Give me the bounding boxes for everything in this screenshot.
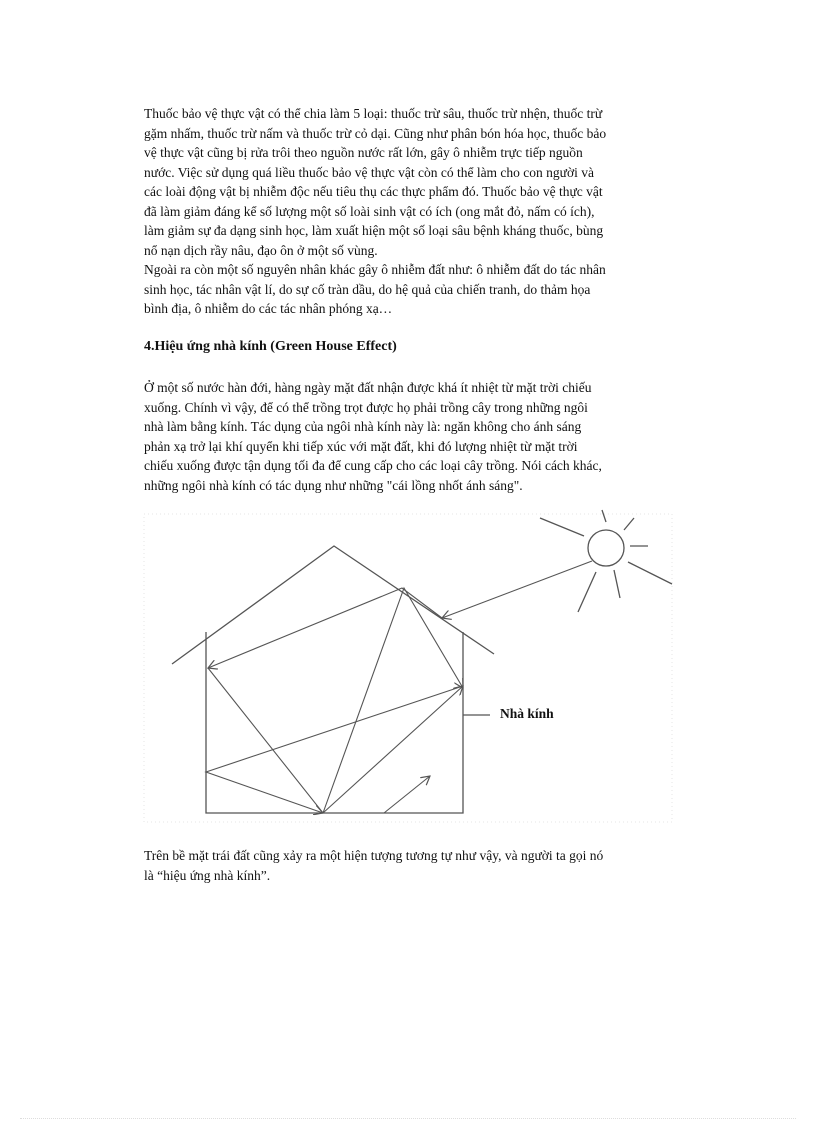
text-line: nổ nạn dịch rầy nâu, đạo ôn ở một số vùng. — [144, 242, 378, 258]
text-line: sinh học, tác nhân vật lí, do sự cố tràn dầu, do hệ quả của chiến tranh, do thảm họa — [144, 281, 591, 297]
greenhouse-house — [172, 546, 494, 813]
paragraph-greenhouse — [144, 378, 692, 495]
text-line: Thuốc bảo vệ thực vật có thể chia làm 5 loại: thuốc trừ sâu, thuốc trừ nhện, thuốc trừ — [144, 106, 603, 121]
arrow-icon — [208, 668, 463, 813]
arrow-icon — [208, 588, 442, 668]
text-line: làm giảm sự đa dạng sinh học, làm xuất hiện một số loại sâu bệnh kháng thuốc, bùng — [144, 223, 604, 238]
arrow-icon — [384, 776, 430, 813]
greenhouse-diagram — [140, 508, 680, 828]
sun-icon — [540, 510, 672, 612]
text-line: Ngoài ra còn một số nguyên nhân khác gây ô nhiễm đất như: ô nhiễm đất do tác nhân — [144, 262, 606, 277]
text-line: Ở một số nước hàn đới, hàng ngày mặt đất nhận được khá ít nhiệt từ mặt trời chiếu — [144, 380, 592, 395]
text-line: chiếu xuống được tận dụng tối đa để cung cấp cho các loại cây trồng. Nói cách khác, — [144, 458, 602, 473]
arrow-icon — [206, 686, 463, 813]
text-line: đã làm giảm đáng kể số lượng một số loài sinh vật có ích (ong mắt đỏ, nấm có ích), — [144, 203, 595, 219]
text-line: là “hiệu ứng nhà kính”. — [144, 867, 271, 883]
text-line: các loài động vật bị nhiễm độc nếu tiêu thụ các thực phẩm đó. Thuốc bảo vệ thực vật — [144, 184, 603, 199]
paragraph-pesticide — [144, 104, 692, 260]
text-line: nước. Việc sử dụng quá liều thuốc bảo vệ thực vật còn có thể làm cho con người và — [144, 164, 594, 180]
arrow-icon — [442, 561, 592, 618]
text-line: gặm nhấm, thuốc trừ nấm và thuốc trừ cỏ dại. Cũng như phân bón hóa học, thuốc bảo — [144, 125, 607, 141]
house-label: Nhà kính — [500, 706, 554, 721]
paragraph-other-causes — [144, 260, 692, 319]
page-bottom-divider — [20, 1118, 796, 1119]
text-line: nhà làm bằng kính. Tác dụng của ngôi nhà kính này là: ngăn không cho ánh sáng — [144, 419, 582, 434]
paragraph-conclusion — [144, 846, 692, 885]
text-line: xuống. Chính vì vậy, để có thể trồng trọt được họ phải trồng cây trong những ngôi — [144, 399, 588, 415]
text-line: bình địa, ô nhiễm do các tác nhân phóng xạ… — [144, 301, 393, 316]
text-line: những ngôi nhà kính có tác dụng như những "cái lồng nhốt ánh sáng". — [144, 477, 523, 493]
text-line: vệ thực vật cũng bị rửa trôi theo nguồn nước rất lớn, gây ô nhiễm trực tiếp nguồn — [144, 145, 583, 160]
arrow-icon — [323, 588, 463, 813]
text-line: Trên bề mặt trái đất cũng xảy ra một hiện tượng tương tự như vậy, và người ta gọi nó — [144, 848, 604, 863]
section-heading: 4.Hiệu ứng nhà kính (Green House Effect) — [144, 339, 397, 354]
text-line: phản xạ trở lại khí quyển khi tiếp xúc với mặt đất, khi đó lượng nhiệt từ mặt trời — [144, 438, 578, 454]
light-rays — [206, 561, 592, 813]
